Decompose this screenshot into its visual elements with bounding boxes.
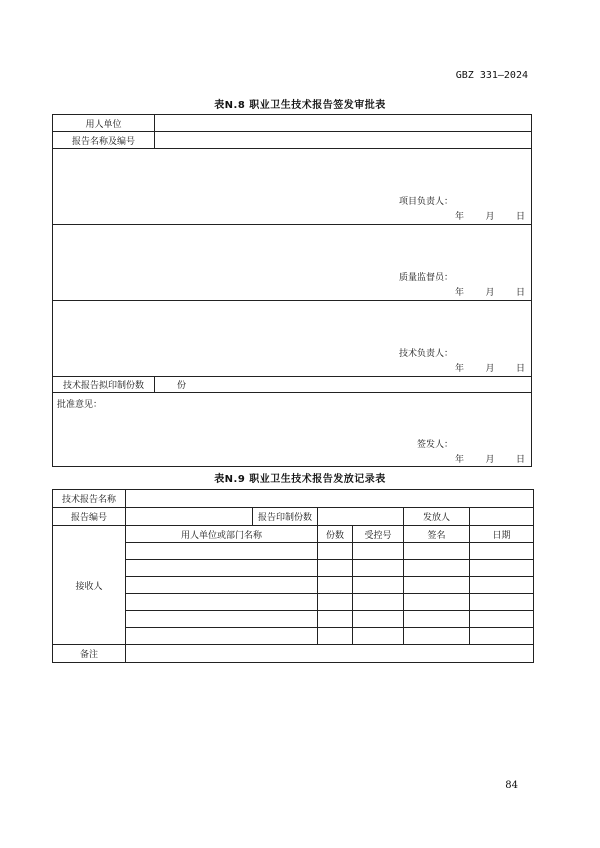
year-label: 年 xyxy=(455,288,465,298)
control-cell[interactable] xyxy=(353,628,404,645)
month-label: 月 xyxy=(485,364,495,374)
unit-cell[interactable] xyxy=(126,594,318,611)
col-copies-header: 份数 xyxy=(318,526,353,543)
control-cell[interactable] xyxy=(353,577,404,594)
copies-field[interactable] xyxy=(155,377,532,393)
sign-cell[interactable] xyxy=(404,560,470,577)
unit-cell[interactable] xyxy=(126,577,318,594)
control-cell[interactable] xyxy=(353,560,404,577)
print-copies-field[interactable] xyxy=(318,508,404,526)
table-row xyxy=(53,611,534,628)
day-label: 日 xyxy=(515,288,525,298)
table-n8-caption: 表N.8 职业卫生技术报告签发审批表 xyxy=(214,100,386,111)
sign-cell[interactable] xyxy=(404,611,470,628)
page-number: 84 xyxy=(505,780,518,791)
sign-cell[interactable] xyxy=(404,543,470,560)
date-cell[interactable] xyxy=(470,543,534,560)
table-row xyxy=(53,628,534,645)
table-n8 xyxy=(52,114,532,467)
year-label: 年 xyxy=(455,455,465,465)
issuer-label: 发放人 xyxy=(404,508,470,526)
tech-lead-block[interactable] xyxy=(53,301,532,377)
date-cell[interactable] xyxy=(470,611,534,628)
date-cell[interactable] xyxy=(470,577,534,594)
year-label: 年 xyxy=(455,364,465,374)
issuer-field[interactable] xyxy=(470,508,534,526)
copies-cell[interactable] xyxy=(318,628,353,645)
notes-label: 备注 xyxy=(53,645,126,663)
date-cell[interactable] xyxy=(470,594,534,611)
table-n9 xyxy=(52,489,534,663)
standard-number: GBZ 331—2024 xyxy=(455,70,528,81)
receiver-label: 接收人 xyxy=(53,526,126,645)
unit-cell[interactable] xyxy=(126,628,318,645)
day-label: 日 xyxy=(515,364,525,374)
day-label: 日 xyxy=(515,455,525,465)
col-date-header: 日期 xyxy=(470,526,534,543)
sign-cell[interactable] xyxy=(404,628,470,645)
tech-lead-label: 技术负责人： xyxy=(398,349,453,359)
copies-cell[interactable] xyxy=(318,543,353,560)
year-label: 年 xyxy=(455,212,465,222)
col-control-header: 受控号 xyxy=(353,526,404,543)
date-line xyxy=(455,285,525,298)
control-cell[interactable] xyxy=(353,594,404,611)
month-label: 月 xyxy=(485,288,495,298)
day-label: 日 xyxy=(515,212,525,222)
sign-cell[interactable] xyxy=(404,594,470,611)
copies-cell[interactable] xyxy=(318,594,353,611)
quality-supervisor-label: 质量监督员： xyxy=(398,273,453,283)
print-copies-label: 报告印制份数 xyxy=(253,508,318,526)
table-row xyxy=(53,560,534,577)
copies-cell[interactable] xyxy=(318,560,353,577)
report-name-field[interactable] xyxy=(126,490,534,508)
date-cell[interactable] xyxy=(470,560,534,577)
table-n9-caption: 表N.9 职业卫生技术报告发放记录表 xyxy=(214,474,386,485)
table-row xyxy=(53,594,534,611)
report-name-field[interactable] xyxy=(155,132,532,149)
project-lead-label: 项目负责人： xyxy=(398,197,453,207)
unit-label: 用人单位 xyxy=(53,115,155,132)
date-line xyxy=(455,361,525,374)
table-row xyxy=(53,543,534,560)
quality-supervisor-block[interactable] xyxy=(53,225,532,301)
date-line xyxy=(455,209,525,222)
control-cell[interactable] xyxy=(353,543,404,560)
unit-cell[interactable] xyxy=(126,611,318,628)
project-lead-block[interactable] xyxy=(53,149,532,225)
unit-cell[interactable] xyxy=(126,543,318,560)
notes-field[interactable] xyxy=(126,645,534,663)
report-number-label: 报告编号 xyxy=(53,508,126,526)
date-line xyxy=(455,452,525,465)
col-sign-header: 签名 xyxy=(404,526,470,543)
col-unit-header: 用人单位或部门名称 xyxy=(126,526,318,543)
table-row xyxy=(53,577,534,594)
report-number-field[interactable] xyxy=(126,508,253,526)
date-cell[interactable] xyxy=(470,628,534,645)
copies-cell[interactable] xyxy=(318,611,353,628)
unit-field[interactable] xyxy=(155,115,532,132)
control-cell[interactable] xyxy=(353,611,404,628)
unit-cell[interactable] xyxy=(126,560,318,577)
month-label: 月 xyxy=(485,455,495,465)
copies-label: 技术报告拟印制份数 xyxy=(53,377,155,393)
month-label: 月 xyxy=(485,212,495,222)
copies-unit: 份 xyxy=(177,381,187,391)
signer-label: 签发人： xyxy=(416,440,453,450)
sign-cell[interactable] xyxy=(404,577,470,594)
copies-cell[interactable] xyxy=(318,577,353,594)
report-name-label: 技术报告名称 xyxy=(53,490,126,508)
report-name-label: 报告名称及编号 xyxy=(53,132,155,149)
approval-label: 批准意见： xyxy=(57,400,103,410)
approval-block[interactable] xyxy=(53,393,532,467)
